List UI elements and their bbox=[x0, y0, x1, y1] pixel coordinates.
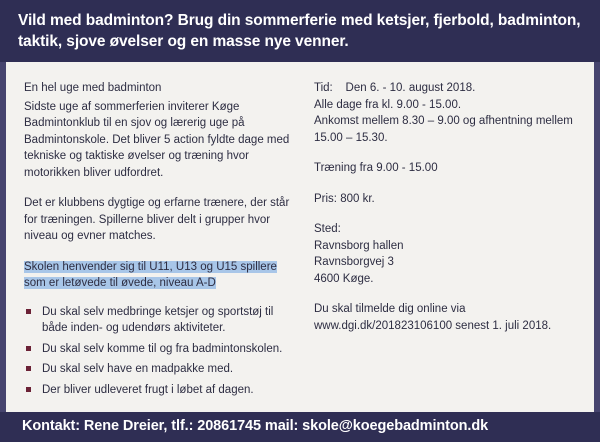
training-hours-line: Træning fra 9.00 - 15.00 bbox=[314, 162, 438, 174]
square-bullet-icon bbox=[26, 366, 31, 371]
signup-url[interactable]: www.dgi.dk/201823106100 senest 1. juli 2018. bbox=[314, 319, 552, 332]
content-sheet bbox=[6, 62, 594, 412]
requirements-list bbox=[24, 304, 299, 399]
list-item bbox=[24, 341, 299, 358]
place-line: Ravnsborg hallen bbox=[314, 239, 404, 252]
time-detail-line: Ankomst mellem 8.30 – 9.00 og afhentning mellem bbox=[314, 115, 573, 127]
list-item-label: Du skal selv medbringe ketsjer og sportstøj til både inden- og udendørs aktiviteter. bbox=[42, 305, 274, 334]
square-bullet-icon bbox=[26, 309, 31, 314]
right-column bbox=[314, 80, 584, 334]
contact-info: Kontakt: Rene Dreier, tlf.: 20861745 mail: skole@koegebadminton.dk bbox=[22, 418, 489, 434]
highlight-text: Skolen henvender sig til U11, U13 og U15 spillere som er letøvede til øvede, niveau A-D bbox=[24, 260, 277, 289]
list-item bbox=[24, 304, 299, 337]
time-detail-line: 15.00 – 15.30. bbox=[314, 131, 388, 144]
place-line: 4600 Køge. bbox=[314, 272, 374, 285]
time-detail-line: Alle dage fra kl. 9.00 - 15.00. bbox=[314, 98, 462, 111]
highlighted-target-group bbox=[24, 259, 299, 292]
time-heading bbox=[314, 80, 584, 97]
list-item-label: Du skal selv komme til og fra badmintonskolen. bbox=[42, 342, 283, 355]
time-label: Tid: bbox=[314, 82, 333, 94]
list-item-label: Der bliver udleveret frugt i løbet af dagen. bbox=[42, 383, 254, 396]
header-band bbox=[0, 0, 600, 62]
footer-band bbox=[0, 412, 600, 442]
time-value: Den 6. - 10. august 2018. bbox=[345, 82, 476, 94]
signup-line: Du skal tilmelde dig online via bbox=[314, 303, 466, 315]
list-item bbox=[24, 382, 299, 399]
price-line: Pris: 800 kr. bbox=[314, 192, 375, 205]
left-column bbox=[24, 80, 299, 402]
intro-paragraph: En hel uge med badminton bbox=[24, 82, 162, 94]
place-label: Sted: bbox=[314, 223, 341, 235]
description-paragraph: Sidste uge af sommerferien inviterer Køge Badmintonklub til en sjov og lærerig uge på Badmintonskole. Det bliver 5 action fyldte dage med tekniske og taktiske øvelser og træning hvor motorikken bliver udfordret. bbox=[24, 100, 290, 179]
page-title: Vild med badminton? Brug din sommerferie med ketsjer, fjerbold, badminton, taktik, sjove øvelser og en masse nye venner. bbox=[18, 12, 581, 50]
list-item-label: Du skal selv have en madpakke med. bbox=[42, 363, 234, 375]
coaches-paragraph: Det er klubbens dygtige og erfarne trænere, der står for træningen. Spillerne bliver delt i grupper hvor niveau og evner matches. bbox=[24, 197, 290, 242]
page-edge-right bbox=[594, 62, 600, 412]
list-item bbox=[24, 361, 299, 378]
square-bullet-icon bbox=[26, 387, 31, 392]
square-bullet-icon bbox=[26, 346, 31, 351]
place-line: Ravnsborgvej 3 bbox=[314, 256, 394, 268]
